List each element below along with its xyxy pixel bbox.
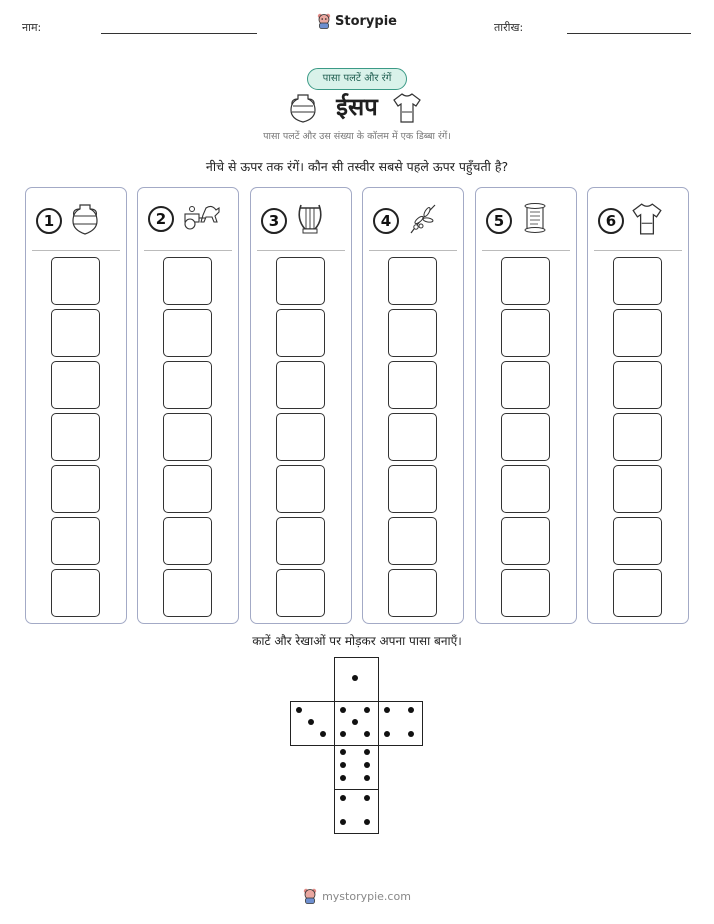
column-header [36, 202, 100, 240]
column-header [261, 202, 325, 240]
dice-pip [340, 707, 346, 713]
activity-badge: पासा पलटें और रंगें [307, 68, 407, 90]
footer-url: mystorypie.com [322, 889, 411, 903]
dice-pip [408, 707, 414, 713]
dice-face [334, 657, 379, 702]
column-3 [250, 187, 352, 624]
column-6 [587, 187, 689, 624]
column-header [148, 202, 222, 236]
color-box[interactable] [51, 413, 100, 461]
column-number: 2 [148, 206, 174, 232]
dice-pip [364, 731, 370, 737]
lyre-icon [295, 202, 325, 240]
page-title: ईसप [336, 93, 378, 121]
color-box[interactable] [388, 569, 437, 617]
dice-pip [408, 731, 414, 737]
scroll-icon [520, 202, 550, 240]
dice-pip [364, 819, 370, 825]
dice-face [334, 745, 379, 790]
brand-name: Storypie [335, 13, 397, 29]
color-box[interactable] [163, 465, 212, 513]
dice-pip [340, 749, 346, 755]
dice-pip [384, 707, 390, 713]
color-box[interactable] [51, 569, 100, 617]
color-box[interactable] [276, 517, 325, 565]
color-box[interactable] [388, 361, 437, 409]
dice-pip [340, 775, 346, 781]
name-label: नाम: [22, 21, 42, 34]
color-box[interactable] [613, 309, 662, 357]
color-box[interactable] [501, 569, 550, 617]
name-line[interactable] [101, 33, 257, 34]
color-box[interactable] [388, 413, 437, 461]
dice-pip [384, 731, 390, 737]
color-box[interactable] [501, 465, 550, 513]
tunic-icon [632, 202, 662, 240]
color-box[interactable] [276, 309, 325, 357]
color-box[interactable] [388, 517, 437, 565]
column-header [486, 202, 550, 240]
column-number: 3 [261, 208, 287, 234]
color-box[interactable] [501, 309, 550, 357]
dice-pip [320, 731, 326, 737]
brand-logo [0, 13, 714, 29]
column-header [373, 202, 437, 240]
color-box[interactable] [51, 257, 100, 305]
column-4 [362, 187, 464, 624]
color-box[interactable] [163, 569, 212, 617]
color-box[interactable] [163, 309, 212, 357]
instruction: नीचे से ऊपर तक रंगें। कौन सी तस्वीर सबसे पहले ऊपर पहुँचती है? [205, 159, 509, 174]
column-divider [32, 250, 120, 251]
column-1 [25, 187, 127, 624]
column-number: 4 [373, 208, 399, 234]
date-line[interactable] [567, 33, 691, 34]
subtitle: पासा पलटें और उस संख्या के कॉलम में एक डिब्बा रंगें। [263, 131, 451, 142]
amphora-icon [70, 202, 100, 240]
color-box[interactable] [276, 569, 325, 617]
dice-pip [364, 749, 370, 755]
dice-pip [364, 775, 370, 781]
color-box[interactable] [51, 517, 100, 565]
column-divider [482, 250, 570, 251]
dice-pip [352, 675, 358, 681]
color-box[interactable] [276, 361, 325, 409]
dice-pip [296, 707, 302, 713]
color-box[interactable] [276, 465, 325, 513]
dice-pip [364, 762, 370, 768]
dice-pip [340, 762, 346, 768]
color-box[interactable] [501, 517, 550, 565]
color-box[interactable] [276, 257, 325, 305]
dice-face [378, 701, 423, 746]
dice-pip [308, 719, 314, 725]
color-box[interactable] [163, 413, 212, 461]
dice-pip [352, 719, 358, 725]
color-box[interactable] [163, 257, 212, 305]
column-number: 6 [598, 208, 624, 234]
column-number: 5 [486, 208, 512, 234]
color-box[interactable] [51, 361, 100, 409]
color-box[interactable] [501, 257, 550, 305]
dice-pip [364, 795, 370, 801]
color-box[interactable] [613, 465, 662, 513]
color-box[interactable] [613, 413, 662, 461]
column-divider [594, 250, 682, 251]
dice-pip [340, 819, 346, 825]
dice-face [334, 789, 379, 834]
column-header [598, 202, 662, 240]
color-box[interactable] [163, 517, 212, 565]
olive-branch-icon [407, 202, 437, 240]
chariot-icon [182, 202, 222, 236]
color-box[interactable] [51, 309, 100, 357]
bear-mascot-icon [303, 888, 317, 904]
color-box[interactable] [388, 309, 437, 357]
footer [0, 888, 714, 904]
color-box[interactable] [613, 569, 662, 617]
dice-pip [340, 795, 346, 801]
color-box[interactable] [388, 257, 437, 305]
dice-pip [340, 731, 346, 737]
column-2 [137, 187, 239, 624]
dice-face [290, 701, 335, 746]
color-box[interactable] [388, 465, 437, 513]
date-label: तारीख: [494, 21, 524, 34]
column-divider [369, 250, 457, 251]
column-5 [475, 187, 577, 624]
color-box[interactable] [501, 413, 550, 461]
color-box[interactable] [51, 465, 100, 513]
color-box[interactable] [613, 257, 662, 305]
color-box[interactable] [613, 517, 662, 565]
cut-instruction: काटें और रेखाओं पर मोड़कर अपना पासा बनाएँ। [252, 634, 462, 648]
dice-pip [364, 707, 370, 713]
bear-mascot-icon [317, 13, 331, 29]
tunic-icon [393, 92, 421, 124]
color-box[interactable] [613, 361, 662, 409]
color-box[interactable] [276, 413, 325, 461]
column-number: 1 [36, 208, 62, 234]
color-box[interactable] [163, 361, 212, 409]
column-divider [257, 250, 345, 251]
dice-face [334, 701, 379, 746]
color-box[interactable] [501, 361, 550, 409]
column-divider [144, 250, 232, 251]
